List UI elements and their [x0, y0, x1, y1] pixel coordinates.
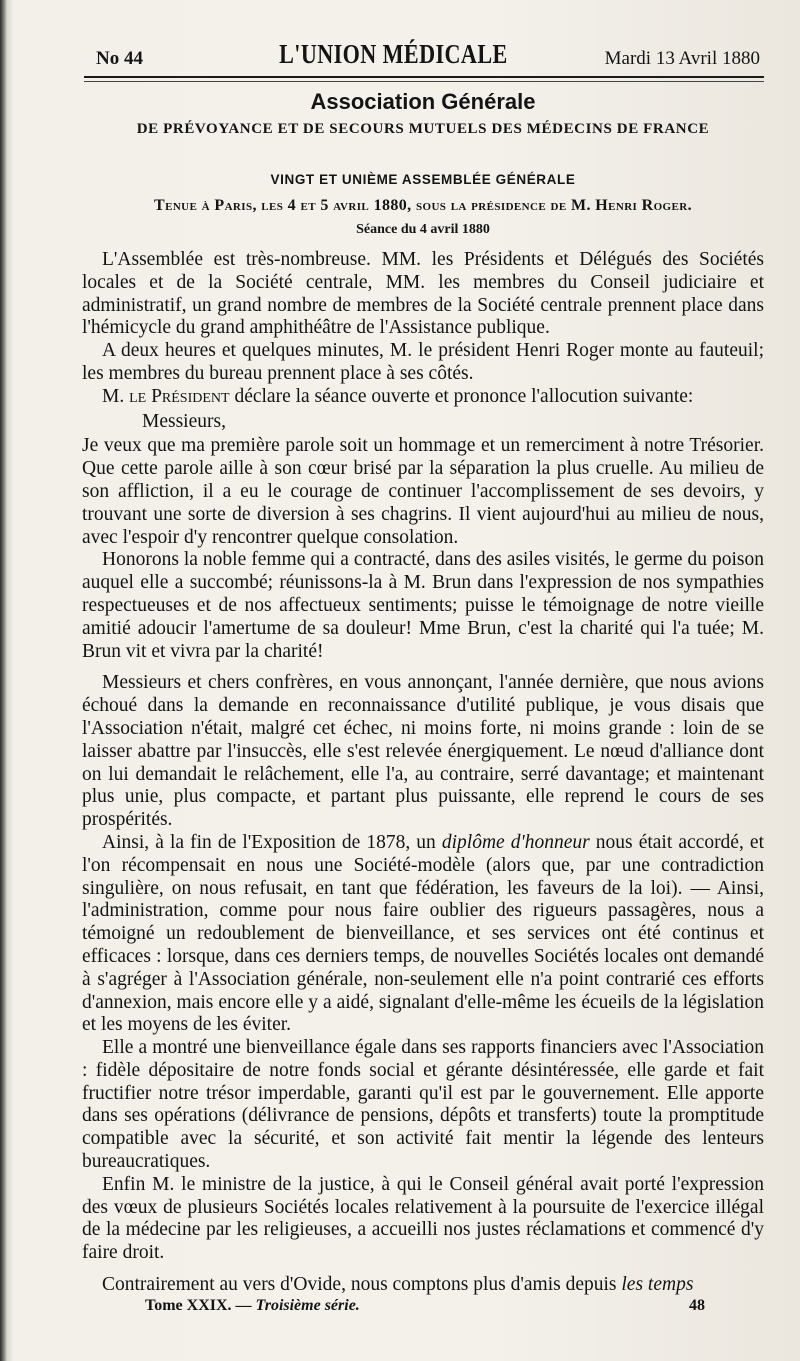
header-rule [84, 76, 764, 78]
paragraph: Honorons la noble femme qui a contracté, dans des asiles visités, le germe du poison auquel elle a succombé; réunissons-la à M. Brun dans l'expression de nos sympathies respectueuses et de nos affectueux sentiments; puisse le témoignage de notre vieille amitié adoucir l'amertume de sa douleur! Mme Brun, c'est la charité qui l'a tuée; M. Brun vit et vivra par la charité! [82, 549, 764, 662]
volume-info [145, 1297, 360, 1315]
paragraph: Elle a montré une bienveillance égale dans ses rapports financiers avec l'Association : fidèle dépositaire de notre fonds social et gérante désintéressée, elle garde et fait fructifier notre trésor imperdable, garanti qu'il est par le gouvernement. Elle apporte dans ses opérations (délivrance de pensions, dépôts et transferts) toute la promptitude compatible avec la sécurité, et son activité fait mentir la légende des lenteurs bureaucratiques. [82, 1037, 764, 1173]
italic-phrase: les temps [621, 1274, 694, 1296]
paragraph-text: déclare la séance ouverte et prononce l'allocution suivante: [229, 385, 694, 407]
paragraph [82, 1274, 764, 1297]
paragraph: A deux heures et quelques minutes, M. le président Henri Roger monte au fauteuil; les membres du bureau prennent place à ses côtés. [82, 340, 764, 384]
signature-mark: 48 [689, 1297, 705, 1314]
paragraph: Enfin M. le ministre de la justice, à qui le Conseil général avait porté l'expression des vœux de plusieurs Sociétés locales relativement à la poursuite de l'exercice illégal de la médecine par les religieuses, a accueilli nos justes réclamations et commencé d'y faire droit. [82, 1173, 764, 1264]
paragraph [82, 386, 764, 409]
running-header [82, 36, 764, 76]
session-info: Tenue à Paris, les 4 et 5 avril 1880, sous la présidence de M. Henri Roger. [154, 197, 692, 214]
article-title: Association Générale [310, 89, 536, 114]
article-body [82, 249, 764, 1297]
paragraph-text: Ainsi, à la fin de l'Exposition de 1878, un [102, 831, 442, 853]
issue-number: No 44 [96, 48, 143, 69]
header-rule-thin [84, 81, 764, 82]
issue-date: Mardi 13 Avril 1880 [604, 48, 760, 69]
tome-label: Tome XXIX. — [145, 1297, 256, 1314]
paragraph: L'Assemblée est très-nombreuse. MM. les Présidents et Délégués des Sociétés locales et de la Société centrale, MM. les membres du Conseil judiciaire et administratif, un grand nombre de membres de la Société centrale prennent place dans l'hémicycle du grand amphithéâtre de l'Assistance publique. [82, 249, 764, 339]
assembly-heading: VINGT ET UNIÈME ASSEMBLÉE GÉNÉRALE [270, 172, 576, 187]
paragraph: Je veux que ma première parole soit un hommage et un remerciment à notre Trésorier. Que cette parole aille à son cœur brisé par la séparation la plus cruelle. Au milieu de son affliction, il a eu le courage de continuer l'accomplissement de ses devoirs, y trouvant une sorte de diversion à ses chagrins. Il vient aujourd'hui au milieu de nous, avec l'espoir d'y rencontrer quelque consolation. [82, 435, 764, 548]
paragraph: Messieurs et chers confrères, en vous annonçant, l'année dernière, que nous avions échoué dans la demande en reconnaissance d'utilité publique, je vous disais que l'Association n'était, malgré cet échec, ni moins forte, ni moins grande : loin de se laisser abattre par l'insuccès, elle s'est relevée énergiquement. Le nœud d'alliance dont on lui demandait le relâchement, elle l'a, au contraire, serré davantage; et maintenant plus unie, plus compacte, et partant plus puissante, elle reprend le cours de ses prospérités. [82, 672, 764, 831]
page-content [82, 36, 764, 1297]
seance-date: Séance du 4 avril 1880 [356, 222, 490, 237]
salutation: Messieurs, [142, 410, 226, 432]
paragraph-text: nous était accordé, et l'on récompensait en nous une Société-modèle (alors que, par une contradiction singulière, on nous refusait, en tant que fédération, les faveurs de la loi). — Ainsi, l'administration, comme pour nous faire oublier des rigueurs passagères, nous a témoigné un redoublement de bienveillance, et ses services ont été continus et efficaces : lorsque, dans ces derniers temps, de nouvelles Sociétés locales ont demandé à s'agréger à l'Association générale, non-seulement elle n'a point contrarié ces efforts d'annexion, mais encore elle y a aidé, signalant d'elle-même les écueils de la législation et les moyens de les éviter. [82, 831, 764, 1036]
page-footer [145, 1297, 705, 1315]
journal-title: L'UNION MÉDICALE [278, 39, 508, 69]
paragraph-text: Contrairement au vers d'Ovide, nous comptons plus d'amis depuis [102, 1274, 622, 1296]
article-subtitle: DE PRÉVOYANCE ET DE SECOURS MUTUELS DES MÉDECINS DE FRANCE [136, 121, 710, 137]
italic-phrase: diplôme d'honneur [441, 831, 590, 853]
series-label: Troisième série. [255, 1297, 360, 1314]
paragraph [82, 832, 764, 1037]
president-label: M. le Président [102, 385, 230, 407]
